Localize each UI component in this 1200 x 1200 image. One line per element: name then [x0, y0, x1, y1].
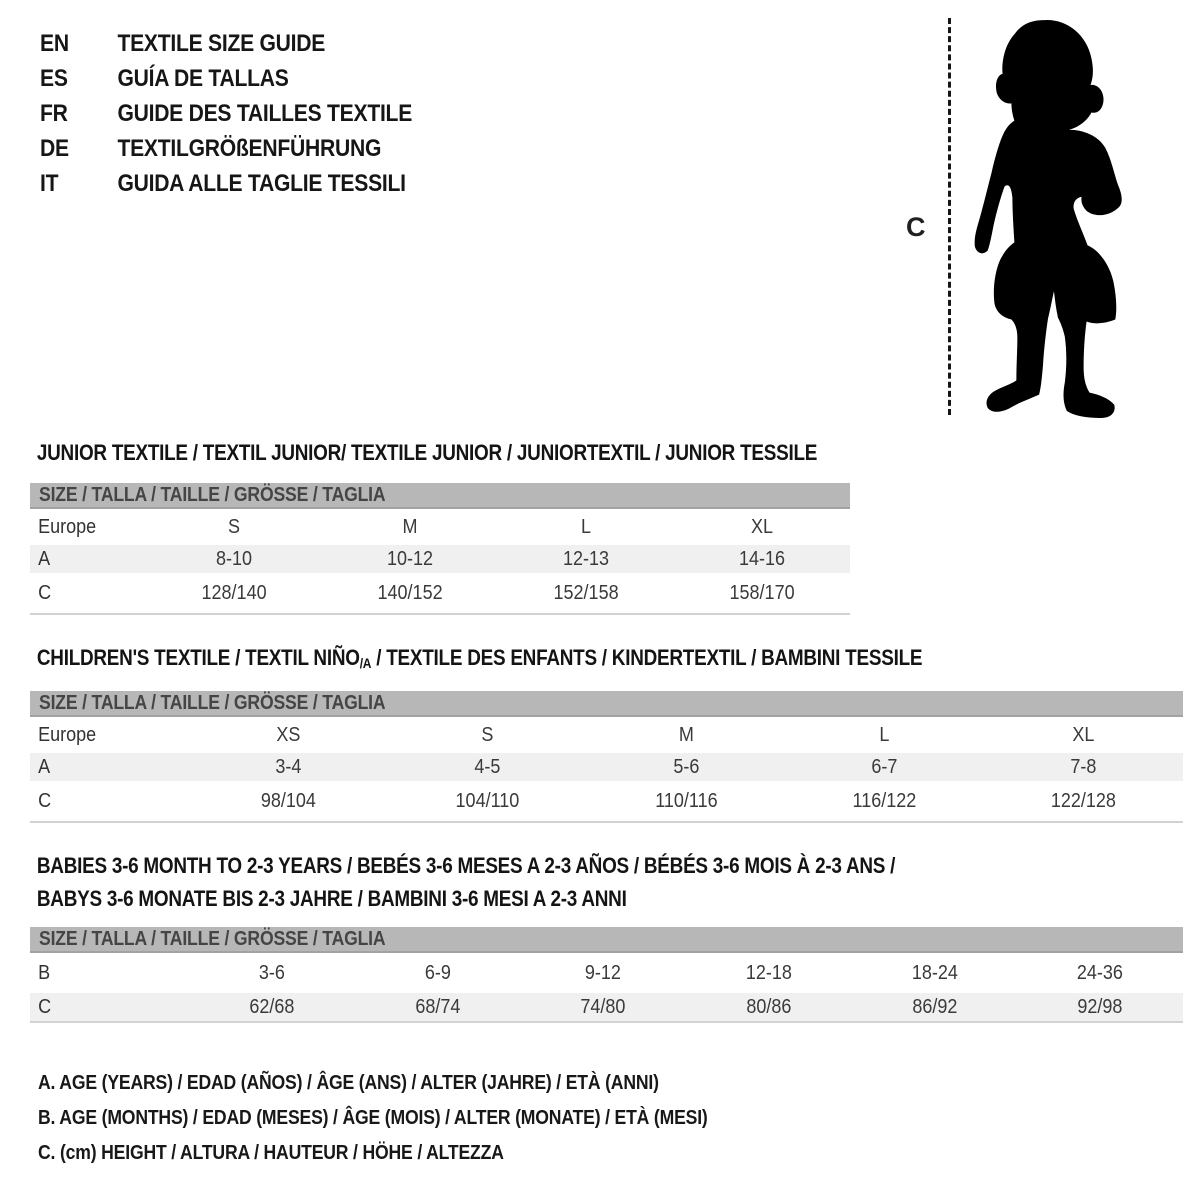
size-header-label: SIZE / TALLA / TAILLE / GRÖSSE / TAGLIA	[39, 484, 386, 506]
title-table-gap	[30, 915, 1183, 927]
size-cell: 98/104	[260, 789, 316, 812]
language-guide-title: TEXTILGRÖßENFÜHRUNG	[117, 135, 382, 162]
size-cell: L	[879, 723, 890, 746]
size-cell: 122/128	[1051, 789, 1117, 812]
language-guide-title: GUÍA DE TALLAS	[117, 65, 289, 92]
size-cell: 6-7	[871, 755, 898, 778]
size-cell: XL	[1072, 723, 1095, 746]
row-label: Europe	[38, 723, 97, 746]
row-label: C	[38, 789, 52, 812]
babies-rows	[30, 953, 1183, 1023]
babies-title	[30, 849, 1022, 882]
language-guide-title: GUIDA ALLE TAGLIE TESSILI	[117, 170, 406, 197]
row-label: C	[38, 995, 52, 1018]
size-header-bar	[30, 927, 1183, 953]
language-row	[40, 26, 412, 61]
size-cell: 152/158	[553, 581, 619, 604]
title-segment: BABYS 3-6 MONATE BIS 2-3 JAHRE / BAMBINI 3-6 MESI A 2-3 ANNI	[36, 886, 627, 911]
row-label: C	[38, 581, 52, 604]
toddler-silhouette-icon	[960, 14, 1138, 420]
language-guide-title: GUIDE DES TAILLES TEXTILE	[117, 100, 413, 127]
junior-rows	[30, 509, 850, 615]
size-cell: 3-4	[275, 755, 302, 778]
title-table-gap	[30, 469, 850, 483]
children-rows	[30, 717, 1183, 823]
size-cell: 5-6	[672, 755, 699, 778]
language-code: FR	[40, 100, 68, 127]
size-header-bar	[30, 691, 1183, 717]
size-cell: 12-18	[745, 961, 792, 984]
size-cell: M	[402, 515, 418, 538]
junior-row-a	[30, 545, 850, 573]
size-cell: L	[580, 515, 591, 538]
language-code: EN	[40, 30, 69, 57]
language-code: IT	[40, 170, 59, 197]
size-cell: 24-36	[1077, 961, 1124, 984]
size-cell: 8-10	[215, 547, 252, 570]
size-cell: 80/86	[746, 995, 792, 1018]
children-row-europe	[30, 717, 1183, 753]
junior-row-europe	[30, 509, 850, 545]
height-measure-dashed-line	[948, 18, 951, 415]
children-title	[30, 641, 1022, 677]
size-cell: 86/92	[911, 995, 957, 1018]
size-cell: 74/80	[580, 995, 626, 1018]
language-row	[40, 61, 412, 96]
babies-row-c	[30, 993, 1183, 1021]
row-label: A	[38, 755, 51, 778]
size-cell: 158/170	[729, 581, 795, 604]
babies-textile-section	[30, 849, 1183, 1023]
legend-line-c: C. (cm) HEIGHT / ALTURA / HAUTEUR / HÖHE / ALTEZZA	[38, 1142, 504, 1164]
size-cell: 18-24	[911, 961, 958, 984]
size-cell: 4-5	[474, 755, 501, 778]
size-cell: 116/122	[852, 789, 917, 812]
size-cell: 7-8	[1070, 755, 1097, 778]
size-header-label: SIZE / TALLA / TAILLE / GRÖSSE / TAGLIA	[39, 692, 386, 714]
size-cell: XS	[276, 723, 301, 746]
language-title-list	[40, 26, 463, 201]
children-row-a	[30, 753, 1183, 781]
size-cell: XL	[750, 515, 773, 538]
size-cell: 110/116	[654, 789, 718, 812]
size-cell: 140/152	[377, 581, 443, 604]
size-cell: 14-16	[738, 547, 785, 570]
junior-textile-section	[30, 436, 850, 615]
language-row	[40, 96, 412, 131]
title-segment: /A	[359, 655, 372, 671]
size-cell: 3-6	[258, 961, 285, 984]
children-textile-section	[30, 641, 1183, 823]
size-cell: S	[227, 515, 240, 538]
babies-row-b	[30, 953, 1183, 993]
title-segment: / TEXTILE DES ENFANTS / KINDERTEXTIL / BAMBINI TESSILE	[371, 645, 923, 670]
row-label: A	[38, 547, 51, 570]
size-cell: 104/110	[455, 789, 519, 812]
row-label: Europe	[38, 515, 97, 538]
size-cell: 12-13	[562, 547, 609, 570]
row-label: B	[38, 961, 51, 984]
legend-line-a: A. AGE (YEARS) / EDAD (AÑOS) / ÂGE (ANS) / ALTER (JAHRE) / ETÀ (ANNI)	[38, 1072, 659, 1094]
size-cell: M	[678, 723, 694, 746]
size-cell: 92/98	[1077, 995, 1123, 1018]
legend-line-b: B. AGE (MONTHS) / EDAD (MESES) / ÂGE (MOIS) / ALTER (MONATE) / ETÀ (MESI)	[38, 1107, 708, 1129]
junior-row-c	[30, 573, 850, 613]
language-row	[40, 166, 412, 201]
title-table-gap	[30, 677, 1183, 691]
size-header-label: SIZE / TALLA / TAILLE / GRÖSSE / TAGLIA	[39, 928, 386, 950]
title-segment: JUNIOR TEXTILE / TEXTIL JUNIOR/ TEXTILE JUNIOR / JUNIORTEXTIL / JUNIOR TESSILE	[36, 440, 818, 465]
size-cell: 62/68	[249, 995, 295, 1018]
title-segment: BABIES 3-6 MONTH TO 2-3 YEARS / BEBÉS 3-6 MESES A 2-3 AÑOS / BÉBÉS 3-6 MOIS À 2-3 ANS /	[36, 853, 896, 878]
language-code: ES	[40, 65, 68, 92]
language-row	[40, 131, 412, 166]
measure-legend	[38, 1066, 799, 1171]
size-cell: 68/74	[414, 995, 460, 1018]
size-cell: 6-9	[424, 961, 451, 984]
title-segment: CHILDREN'S TEXTILE / TEXTIL NIÑO	[36, 645, 360, 670]
babies-title	[30, 882, 1022, 915]
size-cell: S	[481, 723, 494, 746]
language-code: DE	[40, 135, 69, 162]
size-cell: 10-12	[386, 547, 433, 570]
height-measure-label: C	[906, 212, 926, 242]
size-cell: 128/140	[201, 581, 267, 604]
junior-title	[30, 436, 818, 469]
size-header-bar	[30, 483, 850, 509]
size-cell: 9-12	[585, 961, 622, 984]
language-guide-title: TEXTILE SIZE GUIDE	[117, 30, 326, 57]
children-row-c	[30, 781, 1183, 821]
